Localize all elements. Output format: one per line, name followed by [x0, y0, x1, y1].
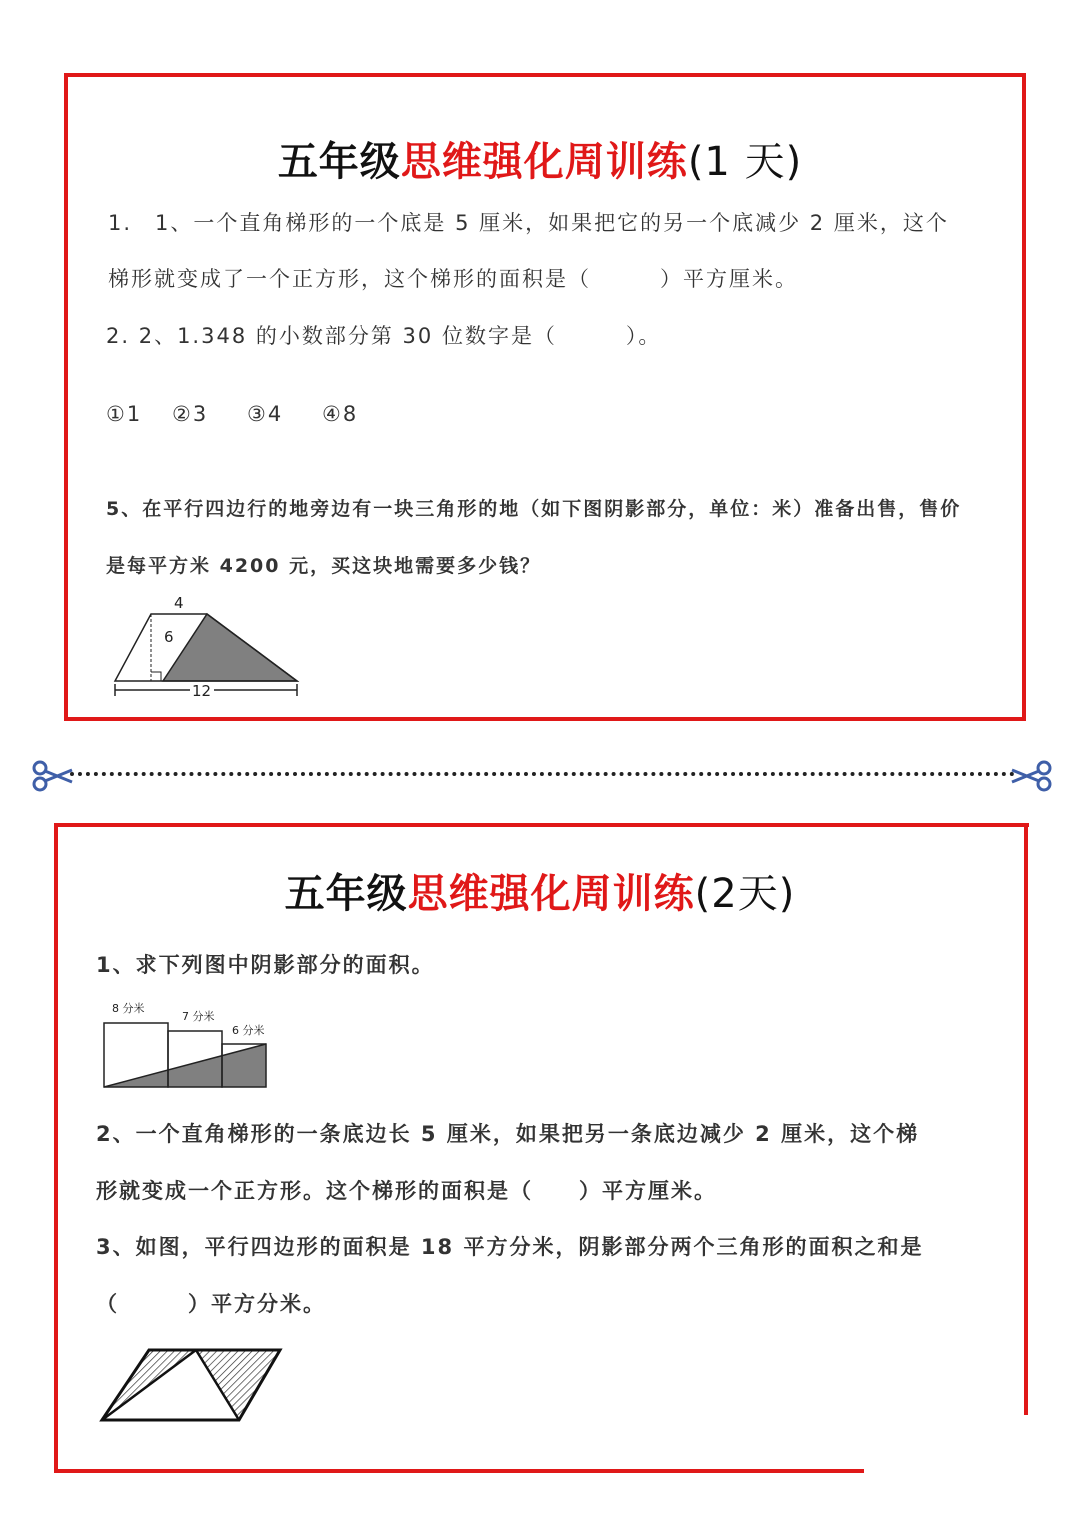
- trapezoid-figure: [110, 590, 310, 702]
- day1-q1-line1: 1. 1、一个直角梯形的一个底是 5 厘米，如果把它的另一个底减少 2 厘米，这个: [108, 211, 949, 235]
- day1-title: 五年级思维强化周训练(1 天): [277, 139, 803, 185]
- label-top: 4: [174, 594, 184, 612]
- day1-q2-line1: 2. 2、1.348 的小数部分第 30 位数字是（ ）。: [106, 324, 662, 348]
- day1-option-4: ④8: [322, 402, 359, 426]
- parallelogram-figure: [96, 1344, 286, 1426]
- label-7: 7 分米: [182, 1010, 215, 1023]
- day1-option-1: ①1: [106, 402, 143, 426]
- day2-q2-line2: 形就变成一个正方形。这个梯形的面积是（ ）平方厘米。: [96, 1179, 717, 1203]
- card2-border-bottom: [54, 1469, 864, 1473]
- label-8: 8 分米: [112, 1002, 145, 1015]
- right-angle-mark: [151, 672, 161, 681]
- label-6: 6 分米: [232, 1024, 265, 1037]
- day1-option-3: ③4: [247, 402, 284, 426]
- label-base: 12: [192, 682, 212, 700]
- squares-figure: [98, 996, 278, 1092]
- day1-q5-line1: 5、在平行四边行的地旁边有一块三角形的地（如下图阴影部分，单位：米）准备出售，售价: [106, 498, 962, 520]
- day2-q2-line1: 2、一个直角梯形的一条底边长 5 厘米，如果把另一条底边减少 2 厘米，这个梯: [96, 1122, 920, 1146]
- shaded-triangle-right: [196, 1350, 280, 1420]
- day2-title: 五年级思维强化周训练(2天): [284, 871, 796, 917]
- cut-line: [70, 772, 1015, 776]
- shaded-triangle: [163, 614, 297, 681]
- scissors-icon: [30, 758, 76, 794]
- day1-option-2: ②3: [172, 402, 209, 426]
- label-height: 6: [164, 628, 174, 646]
- day1-q5-line2: 是每平方米 4200 元，买这块地需要多少钱？: [106, 555, 542, 577]
- day2-q3-line1: 3、如图，平行四边形的面积是 18 平方分米，阴影部分两个三角形的面积之和是: [96, 1235, 924, 1259]
- day1-q1-line2: 梯形就变成了一个正方形，这个梯形的面积是（ ）平方厘米。: [108, 267, 798, 291]
- scissors-icon: [1008, 758, 1054, 794]
- day2-q3-line2: （ ）平方分米。: [96, 1292, 326, 1316]
- day2-q1: 1、求下列图中阴影部分的面积。: [96, 953, 435, 977]
